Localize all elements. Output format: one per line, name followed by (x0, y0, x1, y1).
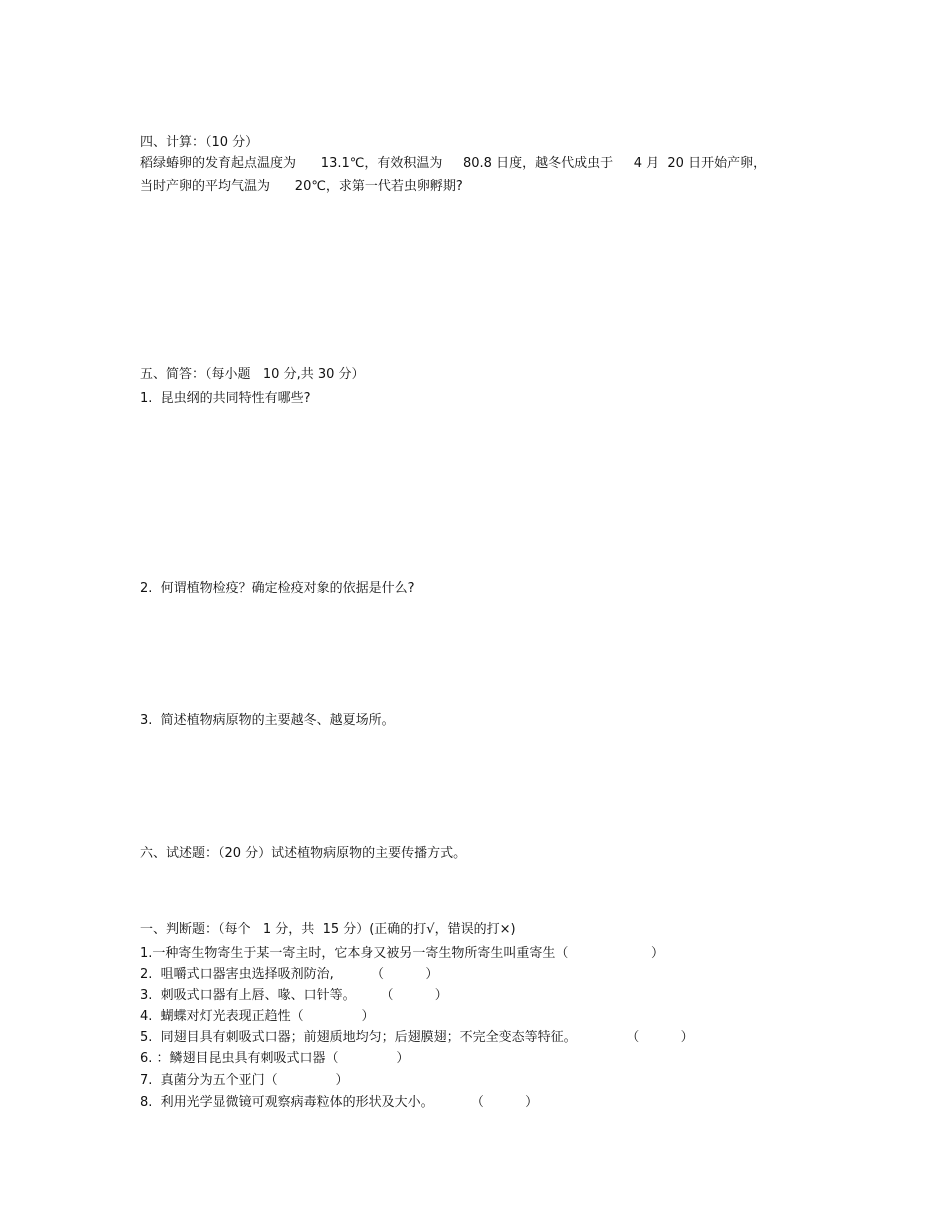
judgment-item-1: 1.一种寄生物寄生于某一寄主时，它本身又被另一寄生物所寄生叫重寄生（ ） (140, 946, 665, 961)
section-4-title: 四、计算：（10 分） (140, 135, 259, 150)
section-4-question-line-1: 稻绿蝽卵的发育起点温度为 13.1℃，有效积温为 80.8 日度，越冬代成虫于 4 月 20 日开始产卵， (140, 156, 767, 171)
section-5-title: 五、简答：（每小题 10 分,共 30 分） (140, 367, 365, 382)
judgment-item-7: 7. 真菌分为五个亚门（ ） (140, 1073, 349, 1088)
section-4-question-line-2: 当时产卵的平均气温为 20℃，求第一代若虫卵孵期? (140, 179, 463, 194)
judgment-item-4: 4. 蝴蝶对灯光表现正趋性（ ） (140, 1009, 375, 1024)
section-6-title: 六、试述题：（20 分）试述植物病原物的主要传播方式。 (140, 846, 467, 861)
judgment-item-5: 5. 同翅目具有刺吸式口器；前翅质地均匀；后翅膜翅；不完全变态等特征。 （ ） (140, 1030, 694, 1045)
judgment-item-3: 3. 刺吸式口器有上唇、喙、口针等。 （ ） (140, 988, 448, 1003)
section-5-question-3: 3. 简述植物病原物的主要越冬、越夏场所。 (140, 713, 395, 728)
section-5-question-1: 1. 昆虫纲的共同特性有哪些? (140, 391, 311, 406)
judgment-item-6: 6. ：鳞翅目昆虫具有刺吸式口器（ ） (140, 1051, 410, 1066)
section-1-title: 一、判断题：（每个 1 分，共 15 分）(正确的打√，错误的打×) (140, 922, 516, 937)
section-5-question-2: 2. 何谓植物检疫？确定检疫对象的依据是什么? (140, 581, 415, 596)
judgment-item-8: 8. 利用光学显微镜可观察病毒粒体的形状及大小。 （ ） (140, 1095, 539, 1110)
judgment-item-2: 2. 咀嚼式口器害虫选择吸剂防治, （ ） (140, 967, 439, 982)
